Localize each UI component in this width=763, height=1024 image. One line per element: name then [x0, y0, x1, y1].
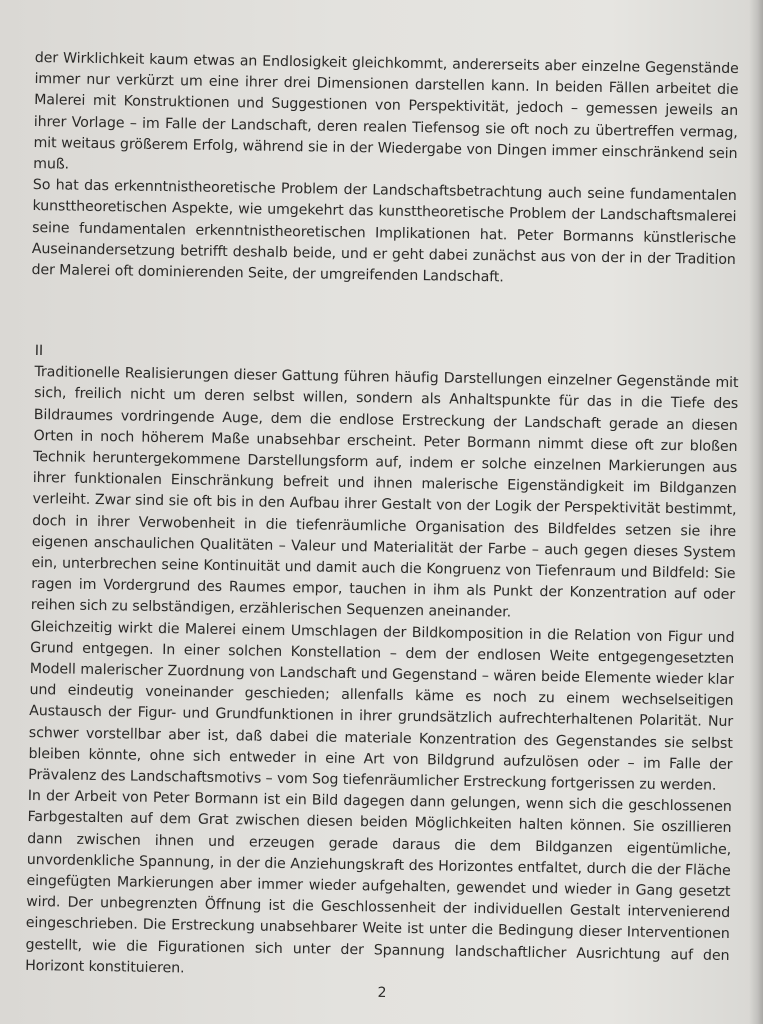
- section-heading: II: [34, 342, 44, 360]
- page-edge-shadow: [749, 0, 763, 1024]
- paragraph: In der Arbeit von Peter Bormann ist ein Bild dagegen dann gelungen, wenn sich die geschlossenen Farbgestalten auf dem Grat zwischen diesen beiden Möglichkeiten halten können. Sie oszillieren dann zwischen ihnen und erzeugen gerade daraus die dem Bildganzen eigentümliche, unvordenkliche Spannung, in der die Anziehungskraft des Horizontes entfaltet, durch die der Fläche eingefügten Markierungen aber immer wieder aufgehalten, gewendet und wieder in Gang gesetzt wird. Der unbegrenzten Öffnung ist die Geschlossenheit der individuellen Gestalt intervenierend eingeschrieben. Die Erstreckung unabsehbarer Weite ist unter die Bedingung dieser Interventionen gestellt, wie die Figurationen sich unter der Spannung landschaftlicher Ausrichtung auf den Horizont konstituieren.: [25, 788, 732, 977]
- section-1: [31, 48, 739, 292]
- page-number: 2: [377, 984, 387, 1002]
- paragraph: Gleichzeitig wirkt die Malerei einem Umschlagen der Bildkomposition in die Relation von Figur und Grund entgegen. In einer solchen Konstellation – dem der endlosen Weite entgegengesetzten Modell malerischer Zuordnung von Landschaft und Gegenstand – wären beide Elemente wieder klar und eindeutig voneinander geschieden; allenfalls käme es noch zu einem wechselseitigen Austausch der Figur- und Grundfunktionen in ihrer grundsätzlich aufrechterhaltenen Polarität. Nur schwer vorstellbar aber ist, daß dabei die materiale Konzentration des Gegenstandes sie selbst bleiben könnte, ohne sich entweder in eine Art von Bildgrund aufzulösen oder – im Falle der Prävalenz des Landschaftsmotivs – vom Sog tiefenräumlicher Erstreckung fortgerissen zu werden.: [28, 618, 735, 794]
- section-2: [25, 341, 739, 988]
- paragraph: Traditionelle Realisierungen dieser Gattung führen häufig Darstellungen einzelner Gegenstände mit sich, freilich nicht um deren selbst willen, sondern als Anhaltspunkte für das in die Tiefe des Bildraumes vordringende Auge, dem die endlose Erstreckung der Landschaft gerade an diesen Orten in noch höherem Maße unabsehbar erscheint. Peter Bormann nimmt diese oft zur bloßen Technik heruntergekommene Darstellungsform auf, indem er solche einzelnen Markierungen aus ihrer funktionalen Einschränkung befreit und ihnen malerische Eigenständigkeit im Bildganzen verleiht. Zwar sind sie oft bis in den Aufbau ihrer Gestalt von der Logik der Perspektivität bestimmt, doch in ihrer Verwobenheit in die tiefenräumliche Organisation des Bildfeldes setzen sie ihre eigenen anschaulichen Qualitäten – Valeur und Materialität der Farbe – auch gegen dieses System ein, unterbrechen seine Kontinuität und damit auch die Kongruenz von Tiefenraum und Bildfeld: Sie ragen im Vordergrund des Raumes empor, tauchen in ihm als Punkt der Konzentration auf oder reihen sich zu selbständigen, erzählerischen Sequenzen aneinander.: [30, 364, 739, 621]
- paragraph: der Wirklichkeit kaum etwas an Endlosigkeit gleichkommt, andererseits aber einzelne Gegenstände immer nur verkürzt um eine ihrer drei Dimensionen darstellen kann. In beiden Fällen arbeitet die Malerei mit Konstruktionen und Suggestionen von Perspektivität, jedoch – gemessen jeweils an ihrer Vorlage – im Falle der Landschaft, deren realen Tiefensog sie oft noch zu übertreffen vermag, mit weitaus größerem Erfolg, während sie in der Wiedergabe von Dingen immer einschränkend sein muß.: [33, 49, 739, 173]
- paragraph: So hat das erkenntnistheoretische Problem der Landschaftsbetrachtung auch seine fundamentalen kunsttheoretischen Aspekte, wie umgekehrt das kunsttheoretische Problem der Landschaftsmalerei seine fundamentalen erkenntnistheoretischen Implikationen hat. Peter Bormanns künstlerische Auseinandersetzung betrifft deshalb beide, und er geht dabei zunächst aus von der in der Tradition der Malerei oft dominierenden Seite, der umgreifenden Landschaft.: [31, 177, 737, 286]
